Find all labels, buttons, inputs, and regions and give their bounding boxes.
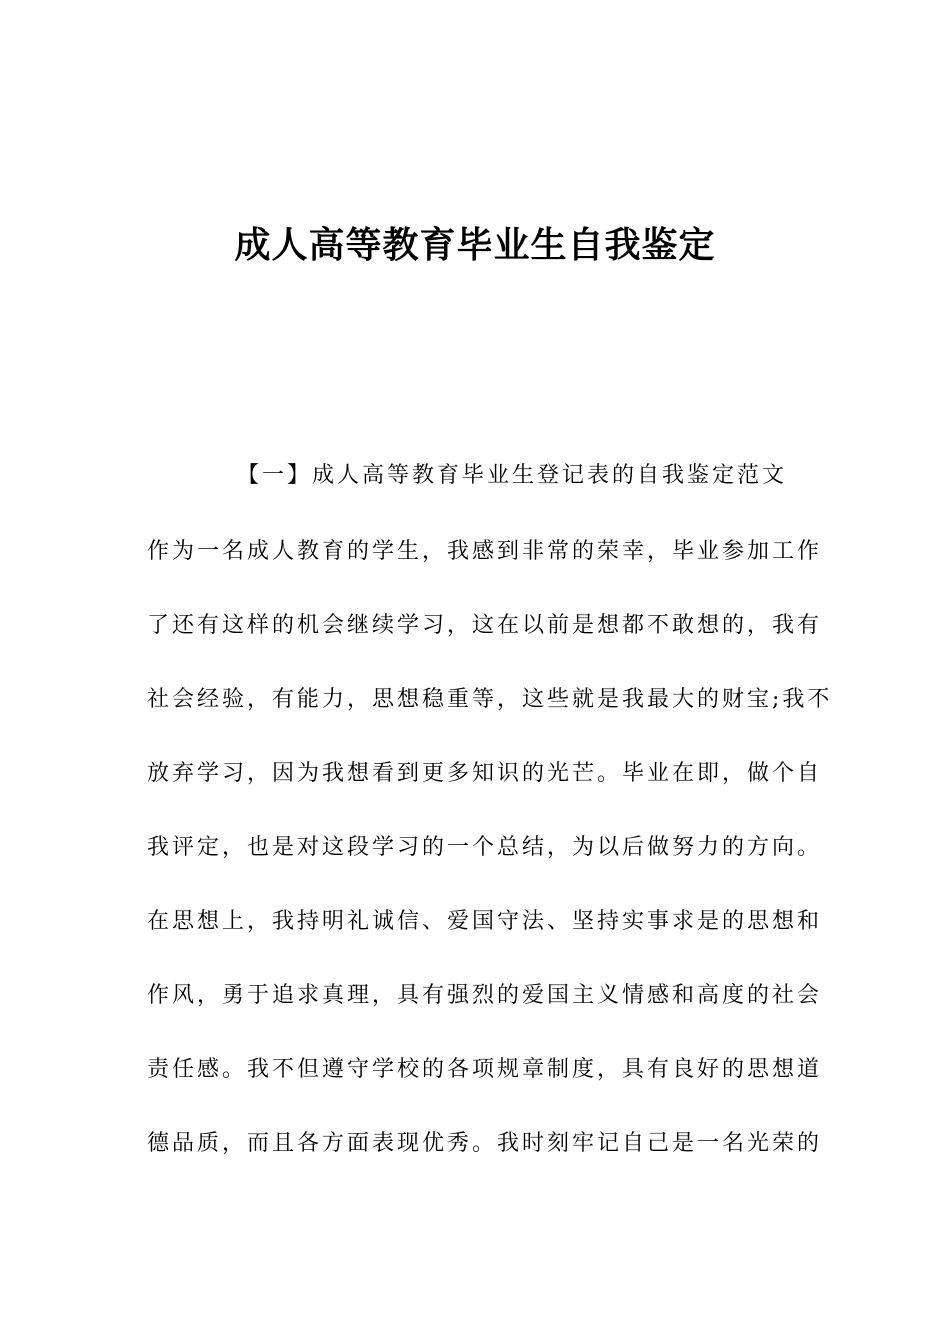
paragraph-line: 作为一名成人教育的学生，我感到非常的荣幸，毕业参加工作 — [147, 539, 823, 564]
paragraph-line: 了还有这样的机会继续学习，这在以前是想都不敢想的，我有 — [147, 613, 823, 638]
paragraph-line: 放弃学习，因为我想看到更多知识的光芒。毕业在即，做个自 — [147, 761, 823, 786]
paragraph-line: 我评定，也是对这段学习的一个总结，为以后做努力的方向。 — [147, 835, 823, 860]
paragraph-line: 德品质，而且各方面表现优秀。我时刻牢记自己是一名光荣的 — [147, 1131, 823, 1156]
paragraph-line: 在思想上，我持明礼诚信、爱国守法、坚持实事求是的思想和 — [147, 909, 823, 934]
paragraph-line: 社会经验，有能力，思想稳重等，这些就是我最大的财宝;我不 — [147, 687, 833, 712]
paragraph-2 — [147, 885, 823, 1181]
paragraph-line: 责任感。我不但遵守学校的各项规章制度，具有良好的思想道 — [147, 1057, 823, 1082]
paragraph-line: 作风，勇于追求真理，具有强烈的爱国主义情感和高度的社会 — [147, 983, 823, 1008]
section-heading: 【一】成人高等教育毕业生登记表的自我鉴定范文 — [237, 463, 788, 488]
paragraph-1 — [147, 515, 833, 885]
document-title: 成人高等教育毕业生自我鉴定 — [234, 225, 716, 266]
